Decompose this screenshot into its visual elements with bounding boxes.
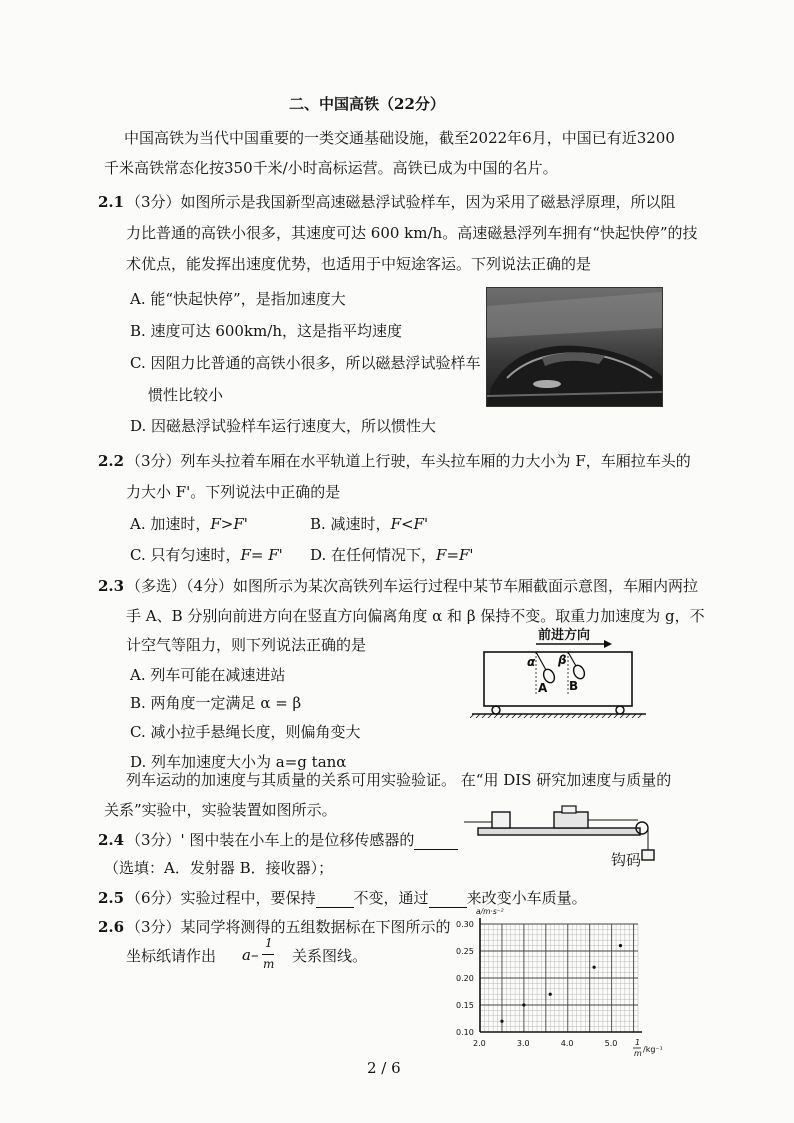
- formula-a-vs-inverse-m: [242, 936, 275, 976]
- y-axis-title: a/m·s⁻²: [476, 908, 504, 916]
- a-vs-inverse-m-graph: [446, 908, 682, 1060]
- intro-line-2: 千米高铁常态化按350千米/小时高标运营。高铁已成为中国的名片。: [104, 159, 558, 177]
- q21-option-c-line-2: 惯性比较小: [148, 386, 224, 404]
- q21-option-b: B. 速度可达 600km/h，这是指平均速度: [130, 322, 402, 340]
- q21-stem-line-3: 术优点，能发挥出速度优势，也适用于中短途客运。下列说法正确的是: [126, 255, 592, 273]
- handle-b-label: B: [569, 679, 579, 693]
- q24-number: 2.4: [98, 831, 125, 849]
- y-tick-label: 0.25: [456, 947, 474, 956]
- q25-answer-blank-1[interactable]: [316, 890, 354, 908]
- y-tick-labels: [456, 920, 474, 1037]
- formula-denominator: m: [263, 957, 275, 971]
- x-tick-label: 5.0: [604, 1039, 618, 1048]
- track: [478, 828, 640, 835]
- transmitter-on-cart: [562, 806, 576, 813]
- intro-line-1: 中国高铁为当代中国重要的一类交通基础设施，截至2022年6月，中国已有近3200: [124, 129, 675, 147]
- handle-a-label: A: [538, 681, 548, 695]
- q25-text-1: （6分）实验过程中，要保持: [126, 889, 316, 907]
- q26-stem-line-1: （3分）某同学将测得的五组数据标在下图所示的: [126, 918, 451, 936]
- q23-option-a: A. 列车可能在减速进站: [130, 666, 286, 684]
- q22-option-d: [310, 545, 474, 565]
- q22-option-d-formula: F=F': [436, 546, 474, 564]
- y-tick-label: 0.20: [456, 974, 474, 983]
- q22-option-c-formula: F= F': [240, 546, 283, 564]
- formula-fraction-bar: [262, 954, 274, 955]
- carriage-diagram: [470, 622, 670, 718]
- q21-stem-line-1: （3分）如图所示是我国新型高速磁悬浮试验样车，因为采用了磁悬浮原理，所以阻: [126, 193, 676, 211]
- wheel-right: [616, 706, 624, 714]
- data-point: [500, 1020, 503, 1023]
- x-tick-label: 2.0: [473, 1039, 486, 1048]
- q22-option-d-text: D. 在任何情况下，: [310, 546, 437, 564]
- q23-number: 2.3: [98, 577, 125, 595]
- beta-label: β: [558, 653, 567, 667]
- strap-b: [568, 652, 576, 666]
- hook-weight: [642, 850, 654, 860]
- q22-stem-line-1: （3分）列车头拉着车厢在水平轨道上行驶，车头拉车厢的力大小为 F，车厢拉车头的: [126, 452, 691, 470]
- data-point: [593, 966, 596, 969]
- q22-option-a: [130, 514, 248, 534]
- x-tick-label: 4.0: [560, 1039, 574, 1048]
- q22-option-a-text: A. 加速时，: [130, 515, 211, 533]
- q24-stem-line-2: （选填：A．发射器 B．接收器）；: [104, 859, 334, 877]
- section-title: 二、中国高铁（22分）: [289, 95, 445, 113]
- formula-numerator: 1: [265, 936, 273, 950]
- q22-stem-line-2: 力大小 F'。下列说法中正确的是: [126, 483, 341, 501]
- q22-option-b-text: B. 减速时，: [310, 515, 391, 533]
- q21-stem-line-2: 力比普通的高铁小很多，其速度可达 600 km/h。高速磁悬浮列车拥有“快起快停”的技: [126, 224, 698, 242]
- q25-stem: [126, 888, 587, 908]
- maglev-train-illustration: [487, 288, 662, 406]
- q23-stem-line-3: 计空气等阻力，则下列说法正确的是: [126, 636, 367, 654]
- formula-a: a–: [242, 946, 259, 964]
- q23-stem-line-2: 手 A、B 分别向前进方向在竖直方向偏离角度 α 和 β 保持不变。取重力加速度为 g，不: [126, 607, 705, 625]
- q26-stem-line-2: 坐标纸请作出: [126, 947, 217, 965]
- q23-stem-line-1: （多选）（4分）如图所示为某次高铁列车运行过程中某节车厢截面示意图，车厢内两拉: [126, 577, 699, 595]
- x-tick-label: 3.0: [516, 1039, 530, 1048]
- strap-a: [536, 652, 546, 670]
- data-point: [549, 993, 552, 996]
- q21-number: 2.1: [98, 193, 125, 211]
- q21-option-c-line-1: C. 因阻力比普通的高铁小很多，所以磁悬浮试验样车: [130, 354, 481, 372]
- q25-answer-blank-2[interactable]: [429, 890, 467, 908]
- experiment-intro-line-2: 关系”实验中，实验装置如图所示。: [104, 801, 337, 819]
- q22-option-b: [310, 514, 428, 534]
- q23-option-d: D. 列车加速度大小为 a=g tanα: [130, 753, 347, 771]
- y-tick-label: 0.15: [456, 1001, 474, 1010]
- direction-label: 前进方向: [538, 628, 591, 643]
- q25-text-3: 来改变小车质量。: [466, 889, 587, 907]
- weight-label: 钩码: [611, 851, 642, 869]
- q23-option-c: C. 减小拉手悬绳长度，则偏角变大: [130, 723, 361, 741]
- q22-number: 2.2: [98, 452, 125, 470]
- q22-option-b-formula: F<F': [390, 515, 429, 533]
- q25-number: 2.5: [98, 889, 125, 907]
- q26-number: 2.6: [98, 918, 125, 936]
- q21-option-a: A. 能“快起快停”，是指加速度大: [130, 290, 346, 308]
- q21-option-d: D. 因磁悬浮试验样车运行速度大，所以惯性大: [130, 417, 437, 435]
- q22-option-c: [130, 545, 283, 565]
- alpha-label: α: [527, 655, 536, 669]
- handle-b: [572, 664, 587, 681]
- q24-stem-text: （3分）' 图中装在小车上的是位移传感器的: [126, 831, 415, 849]
- data-point: [619, 944, 622, 947]
- q24-stem-line-1: [126, 830, 458, 850]
- y-tick-label: 0.10: [456, 1028, 474, 1037]
- q24-answer-blank[interactable]: [414, 832, 458, 850]
- q22-option-c-text: C. 只有匀速时，: [130, 546, 241, 564]
- wheel-left: [492, 706, 500, 714]
- page-number: 2 / 6: [367, 1059, 401, 1077]
- x-title-unit: /kg⁻¹: [643, 1045, 663, 1054]
- q26-stem-line-2-end: 关系图线。: [292, 947, 368, 965]
- q25-text-2: 不变，通过: [353, 889, 429, 907]
- q23-option-b: B. 两角度一定满足 α = β: [130, 694, 302, 712]
- y-tick-label: 0.30: [456, 920, 474, 929]
- data-point: [522, 1003, 525, 1006]
- x-tick-labels: [473, 1039, 617, 1048]
- x-title-numerator: 1: [635, 1038, 641, 1047]
- experiment-intro-line-1: 列车运动的加速度与其质量的关系可用实验验证。 在“用 DIS 研究加速度与质量的: [126, 771, 672, 789]
- receiver-block: [492, 812, 510, 828]
- q22-option-a-formula: F>F': [210, 515, 248, 533]
- x-title-denominator: m: [634, 1049, 642, 1058]
- direction-arrow-head: [604, 640, 612, 648]
- maglev-train-photo: [486, 287, 663, 407]
- cart: [554, 812, 588, 828]
